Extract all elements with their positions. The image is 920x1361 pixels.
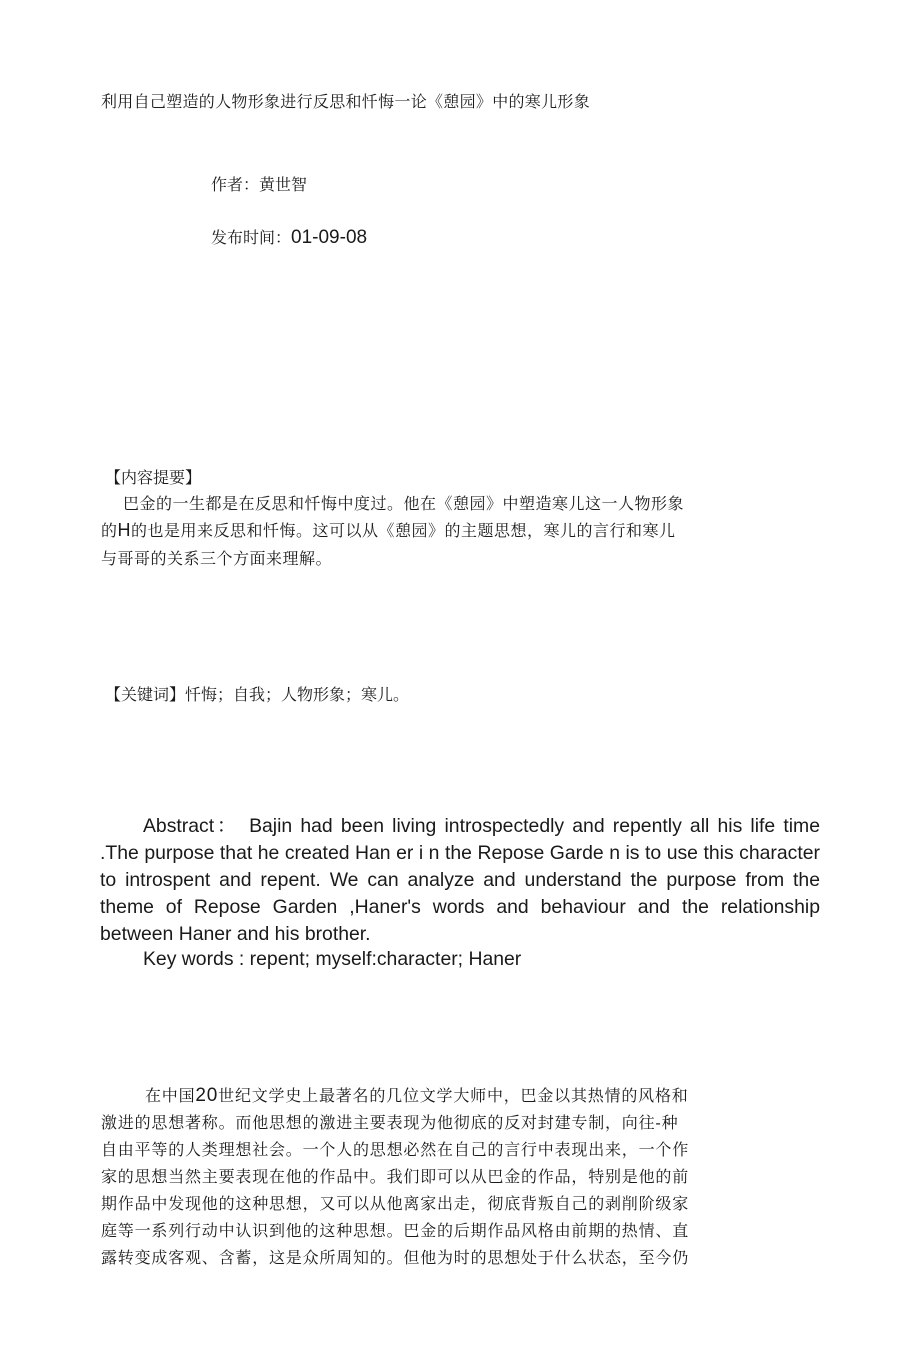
keywords-cn: 【关键词】忏悔；自我；人物形象；寒儿。 xyxy=(105,685,410,704)
publish-date-label: 发布时间： xyxy=(211,228,292,247)
summary-line xyxy=(101,518,676,541)
abstract-keywords: Key words : repent; myself:character; Haner xyxy=(143,948,522,970)
summary-line: 巴金的一生都是在反思和忏悔中度过。他在《憩园》中塑造寒儿这一人物形象 xyxy=(123,494,685,513)
body-text: 世纪文学史上最著名的几位文学大师中，巴金以其热情的风格和 xyxy=(218,1086,689,1105)
body-line: 庭等一系列行动中认识到他的这种思想。巴金的后期作品风格由前期的热情、直 xyxy=(101,1221,690,1240)
body-line: 自由平等的人类理想社会。一个人的思想必然在自己的言行中表现出来，一个作 xyxy=(101,1140,690,1159)
abstract-text: Bajin had been living introspectedly and repently all his life time .The purpose that he created Han er i n the Repose Garde n is to use this character to introspent and repent. We can analyze and understand the purpose from the theme of Repose Garden ,Haner's words and behaviour and the relationship between Haner and his brother. xyxy=(100,815,820,945)
summary-text: 的也是用来反思和忏悔。这可以从《憩园》的主题思想，寒儿的言行和寒儿 xyxy=(131,521,676,540)
summary-heading: 【内容提要】 xyxy=(105,468,202,487)
document-title: 利用自己塑造的人物形象进行反思和忏悔一论《憩园》中的寒儿形象 xyxy=(101,92,591,111)
publish-date xyxy=(211,225,367,249)
summary-text: 的 xyxy=(101,521,118,540)
author-line: 作者：黄世智 xyxy=(211,175,308,194)
body-line xyxy=(145,1083,689,1107)
body-text: 在中国 xyxy=(145,1086,196,1105)
body-text: 20 xyxy=(195,1085,219,1106)
summary-text: H xyxy=(117,520,132,540)
abstract-paragraph xyxy=(100,813,820,948)
abstract-label: Abstract： xyxy=(143,815,240,837)
publish-date-value: 01-09-08 xyxy=(291,227,368,248)
body-line: 激进的思想著称。而他思想的激进主要表现为他彻底的反对封建专制，向往-种 xyxy=(101,1113,679,1132)
body-line: 露转变成客观、含蓄，这是众所周知的。但他为时的思想处于什么状态，至今仍 xyxy=(101,1248,690,1267)
body-line: 期作品中发现他的这种思想，又可以从他离家出走，彻底背叛自己的剥削阶级家 xyxy=(101,1194,690,1213)
summary-line: 与哥哥的关系三个方面来理解。 xyxy=(101,549,333,568)
body-line: 家的思想当然主要表现在他的作品中。我们即可以从巴金的作品，特别是他的前 xyxy=(101,1167,690,1186)
